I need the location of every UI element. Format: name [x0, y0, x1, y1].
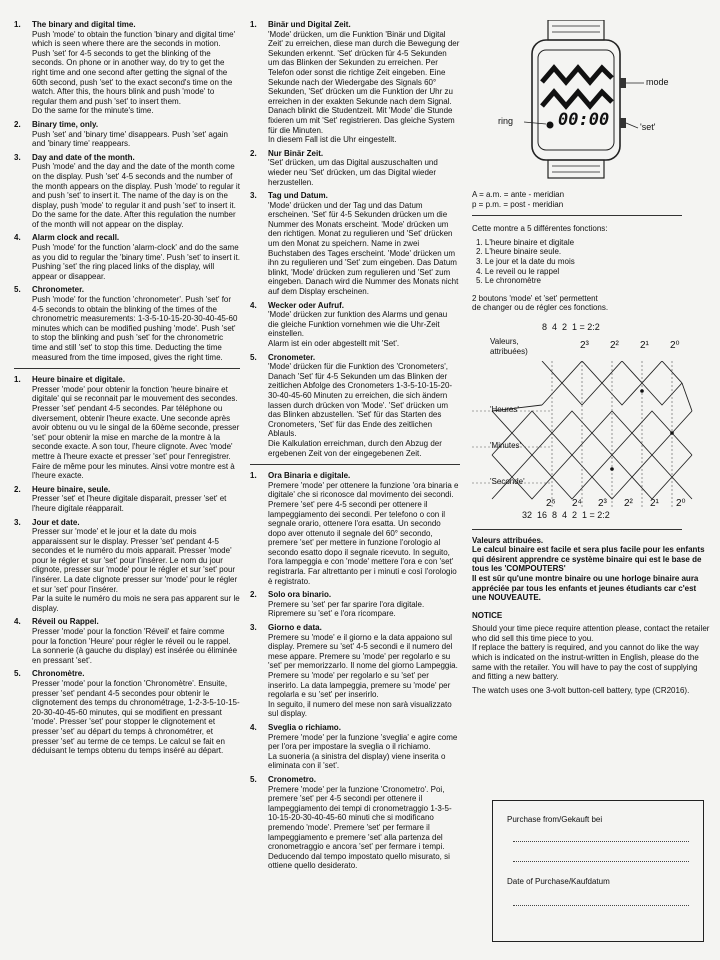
- section-title: Chronomètre.: [32, 669, 85, 679]
- section-body: [268, 723, 460, 771]
- valeurs-text: Le calcul binaire est facile et sera plus facile pour les enfants qui désirent apprendre ce système binaire qui est le base de tous les 'COMPOUTERS' Il est sûr qu'une montre binaire ou une horloge binaire aura appréciée par tous les enfants et jeunes étudiants car c'est une NOUVEAUTE.: [472, 545, 705, 603]
- section-body: [268, 471, 460, 586]
- english-section: [14, 153, 240, 230]
- top-power: 2⁰: [670, 339, 680, 351]
- section-title: Alarm clock and recall.: [32, 233, 120, 243]
- am-pm-legend: [472, 190, 712, 209]
- section-body: [32, 669, 240, 755]
- italian-sections: [250, 471, 460, 871]
- english-section: [14, 285, 240, 362]
- italian-section: [250, 590, 460, 619]
- section-number: 5.: [250, 352, 257, 362]
- battery-text: The watch uses one 3-volt button-cell battery, type (CR2016).: [472, 685, 690, 695]
- section-title: Sveglia o richiamo.: [268, 722, 341, 732]
- section-number: 1.: [250, 471, 257, 481]
- section-text: Premere 'mode' per ottenere la funzione 'ora binaria e digitale' che si riconosce dal movimento dei secondi. Premere 'set' pere 4-5 secondi per ottenere il lampeggiamento dei secondi. Per telefono o con il segnale orario, ottenere l'ora esatta. Un secondo dopo aver ottenuto il segnale del 60° secondo, premere 'set' per mettere in funzione l'orologio al secondo esatto dopo il segnale ricevuto. In seguito, l'ora lampeggia e con 'mode' mettere l'ora e con 'set' registrarla. Far altrettanto per i minuti e così l'orologio è registrato.: [268, 480, 459, 586]
- buttons-note: 2 boutons 'mode' et 'set' permettent de changer ou de régler ces fonctions.: [472, 293, 609, 313]
- french-intro: [472, 224, 712, 313]
- binary-diagram: [472, 323, 712, 513]
- section-title: Tag und Datum.: [268, 191, 328, 201]
- section-title: Ora Binaria e digitale.: [268, 471, 351, 481]
- english-section: [14, 20, 240, 116]
- section-body: [32, 153, 240, 230]
- section-text: Presser 'set' et l'heure digitale disparait, presser 'set' et l'heure digitale réapparait.: [32, 494, 227, 513]
- valeurs-title: Valeurs attribuées.: [472, 535, 544, 545]
- french-section: [14, 669, 240, 755]
- section-title: Nur Binär Zeit.: [268, 148, 324, 158]
- section-body: [32, 617, 240, 665]
- section-text: Presser 'mode' pour la fonction 'Réveil' et faire comme pour la fonction 'Heure' pour régler le réveil ou le rappel. La sonnerie (à gauche du display) est insérée ou éliminée en pressant 'set'.: [32, 627, 238, 665]
- top-values: 8 4 2 1 = 2:2: [542, 321, 600, 332]
- german-section: [250, 20, 460, 145]
- french-section: [14, 485, 240, 514]
- section-number: 4.: [14, 233, 21, 243]
- section-body: [32, 518, 240, 614]
- top-power: 2¹: [640, 339, 649, 351]
- notice-text: Should your time piece require attention please, contact the retailer who did sell this time piece to you. If replace the battery is required, and you cannot do like the way which is indicated on the instrut-written in English, please do the same with the retailer. You will have to pay the cost of supplying and fitting a new battery.: [472, 624, 710, 682]
- bottom-power: 2⁰: [676, 497, 686, 509]
- section-number: 3.: [14, 517, 21, 527]
- watch-illustration: [472, 20, 712, 180]
- section-text: Premere su 'mode' e il giorno e la data appaiono sul display. Premere su 'set' 4-5 secondi e il numero del mese appare. Premere su 'mode' per regolarlo e su 'set' per memorizzarlo. Il nome del giorno Lampeggia. Premere su 'mode' per regolarlo e su 'set' per inserirlo. La data lampeggia, premere su 'mode' per regolarla e su 'set' per inserirlo. In seguito, il numero del mese non sarà visualizzato sul display.: [268, 632, 458, 719]
- set-label: 'set': [640, 122, 656, 132]
- german-section: [250, 353, 460, 459]
- section-number: 5.: [14, 669, 21, 679]
- purchase-from-label: Purchase from/Gekauft bei: [507, 815, 603, 824]
- german-sections: [250, 20, 460, 458]
- section-text: Presser sur 'mode' et le jour et la date du mois apparaissent sur le display. Presser 'set' pendant 4-5 secondes et le numéro du mois apparait. Presser 'mode' pour le régler et sur 'set' pour l'insérer. Le nom du jour clignote, presser sur 'mode' pour le régler et sur 'set' pour l'insérer. La date clignote presser sur 'mode' pour le régler et sur 'set' pour l'insérer. Par la suite le numéro du mois ne sera pas apparent sur le display.: [32, 527, 240, 613]
- section-text: 'Mode' drücken zur funktion des Alarms und genau die gleiche Funktion vornehmen wie die Uhr-Zeit einstellen. Alarm ist ein oder abgestellt mit 'Set'.: [268, 310, 448, 348]
- section-body: [268, 353, 460, 459]
- mode-button[interactable]: [620, 78, 626, 88]
- section-text: Push 'mode' for the function 'chronometer'. Push 'set' for 4-5 seconds to obtain the blinking of the times of the chronometric measurements: 1-3-5-10-15-20-30-40-45-60 minutes which can be modified pushing 'mode'. Push 'set' to stop the blinking and push 'set' for the chronometric time and still 'set' to stop this time. Deducting the time measured from the time imposed, gives the right time.: [32, 295, 238, 362]
- section-text: Presser 'mode' pour obtenir la fonction 'heure binaire et digitale' qui se reconnait par le mouvement des secondes. Presser 'set' pendant 4-5 secondes. Par téléphone ou diversement, obtenir l'heure exacte. Une seconde après avoir obtenu ou vu le singal de la 60ème seconde, presser 'set' pour obtenir la mise en marche de la montre à la seconde exacte. A son tour, l'heure clignote. Avec 'mode' mettre à l'heure exacte et presser 'set' pour l'enregistrer. Faire de même pour les minutes. Ainsi votre montre est à l'heure exacte.: [32, 384, 240, 481]
- top-power: 2³: [580, 339, 589, 351]
- section-number: 2.: [250, 148, 257, 158]
- section-body: [268, 20, 460, 145]
- purchase-from-line-2[interactable]: [513, 861, 689, 862]
- row-label: 'Seconde': [490, 476, 525, 486]
- section-body: [268, 301, 460, 349]
- column-german-italian: [250, 20, 460, 875]
- diamond-grid: [472, 361, 712, 511]
- bottom-power: 2¹: [650, 497, 659, 509]
- function-item: 2. L'heure binaire seule.: [476, 247, 562, 257]
- section-title: Chronometer.: [32, 285, 85, 295]
- section-title: Day and date of the month.: [32, 152, 135, 162]
- section-number: 3.: [250, 191, 257, 201]
- top-label: Valeurs, attribuées): [490, 336, 528, 356]
- section-title: Heure binaire et digitale.: [32, 375, 125, 385]
- section-number: 4.: [14, 617, 21, 627]
- italian-section: [250, 775, 460, 871]
- pm-line: p = p.m. = post - meridian: [472, 199, 564, 209]
- section-number: 1.: [14, 375, 21, 385]
- section-title: Wecker oder Aufruf.: [268, 300, 345, 310]
- english-section: [14, 120, 240, 149]
- purchase-date-label: Date of Purchase/Kaufdatum: [507, 877, 610, 886]
- bottom-values: 32 16 8 4 2 1 = 2:2: [522, 509, 610, 520]
- italian-section: [250, 623, 460, 719]
- section-body: [268, 775, 460, 871]
- german-section: [250, 191, 460, 297]
- functions-list: [476, 238, 712, 286]
- french-sections: [14, 375, 240, 756]
- german-section: [250, 149, 460, 187]
- section-body: [268, 623, 460, 719]
- function-item: 5. Le chronomètre: [476, 276, 541, 286]
- section-number: 3.: [250, 623, 257, 633]
- section-text: 'Set' drücken, um das Digital auszuschalten und wieder neu 'Set' drücken, um das Digital wieder herzustellen.: [268, 158, 438, 187]
- french-section: [14, 617, 240, 665]
- section-title: The binary and digital time.: [32, 20, 136, 29]
- divider: [14, 368, 240, 369]
- set-button[interactable]: [620, 118, 626, 128]
- german-section: [250, 301, 460, 349]
- section-body: [268, 191, 460, 297]
- section-number: 2.: [250, 590, 257, 600]
- french-section: [14, 518, 240, 614]
- notice-title: NOTICE: [472, 610, 503, 620]
- column-english-french: [14, 20, 240, 760]
- section-text: Premere su 'set' per far sparire l'ora digitale. Ripremere su 'set' e l'ora ricompare.: [268, 599, 425, 619]
- section-title: Cronometro.: [268, 774, 316, 784]
- section-text: Premere 'mode' per la funzione 'sveglia' e agire come per l'ora per impostare la sveglia o il richiamo. La suoneria (a sinistra del display) viene inserita o eliminata con il 'set'.: [268, 732, 458, 771]
- functions-intro: Cette montre a 5 différentes fonctions:: [472, 224, 608, 234]
- row-label: 'Minutes': [490, 440, 522, 450]
- function-item: 3. Le jour et la date du mois: [476, 256, 575, 266]
- purchase-from-line[interactable]: [513, 841, 689, 842]
- bottom-power: 2²: [624, 497, 633, 509]
- section-number: 1.: [250, 20, 257, 29]
- section-text: Premere 'mode' per la funzione 'Cronometro'. Poi, premere 'set' per 4-5 secondi per ottenere il lampeggiamento dei tempi di cronometraggio 1-3-5-10-15-20-30-40-45-60 minuti che si modificano premendo 'mode'. Premere 'set' per fermare il lampeggiamento e premere 'set' alla partenza del cronometraggio e ancora 'set' per fermare i tempi. Deducendo dal tempo impostato quello misurato, si ottiene quello desiderato.: [268, 784, 452, 871]
- column-diagrams-notice: [472, 20, 712, 695]
- section-text: 'Mode' drücken, um die Funktion 'Binär und Digital Zeit' zu erreichen, diese man durch die Bewegung der Sekunden erkennt. 'Set' drücken für 4-5 Sekunden um das Blinken der Sekunden zu erreichen. Per Telefon oder sonst die richtige Zeit eingeben. Eine Sekunde nach der Wiedergabe des Signals 60° Sekunden, 'Set' drücken um die Funktion der Uhr zu erreichen in der exakten Sekunde nach dem Signal. Danach blinkt die Studentzeit. Mit 'Mode' die Stunde fixieren um mit 'Set' registrieren. Das gleiche System für die Minuten. In diesem Fall ist die Uhr eingestellt.: [268, 29, 460, 145]
- section-body: [32, 485, 240, 514]
- section-title: Binär und Digital Zeit.: [268, 20, 351, 29]
- bottom-power: 2⁵: [546, 497, 556, 509]
- purchase-date-line[interactable]: [513, 905, 689, 906]
- ring-icon: [547, 122, 554, 129]
- section-body: [32, 120, 240, 149]
- french-section: [14, 375, 240, 481]
- section-body: [32, 233, 240, 281]
- section-title: Jour et date.: [32, 517, 80, 527]
- section-number: 4.: [250, 722, 257, 732]
- digital-time-readout: 00:00: [558, 110, 610, 130]
- watch-drawing: [472, 20, 712, 180]
- section-title: Réveil ou Rappel.: [32, 617, 99, 627]
- section-number: 1.: [14, 20, 21, 29]
- valeurs-section: [472, 536, 712, 603]
- section-number: 2.: [14, 484, 21, 494]
- notice-section: [472, 611, 712, 696]
- function-item: 4. Le reveil ou le rappel: [476, 266, 560, 276]
- section-text: 'Mode' drücken für die Funktion des 'Cronometers', Danach 'Set' für 4-5 Sekunden um das Blinken der zeitlichen Abfolge des Cronometers 1-3-5-10-15-20-30-40-45-60 Minuten zu erreichen, die sich ändern lassen durch drücken von 'Mode'. 'Set' drücken um das Blinken abzustellen. 'Set' für das Starten des Cronometers, 'Set' für das Ende des zeitlichen Ablauls. Die Kalkulation erreichman, durch den Abzug der ergebenen Zeit von der eingegebenen Zeit.: [268, 362, 453, 458]
- english-sections: [14, 20, 240, 362]
- section-body: [32, 285, 240, 362]
- section-title: Giorno e data.: [268, 623, 322, 633]
- top-power: 2²: [610, 339, 619, 351]
- divider: [472, 529, 682, 530]
- section-title: Binary time, only.: [32, 119, 99, 129]
- section-body: [32, 375, 240, 481]
- section-title: Solo ora binario.: [268, 590, 332, 600]
- english-section: [14, 233, 240, 281]
- bottom-power: 2³: [598, 497, 607, 509]
- section-text: Push 'mode' and the day and the date of the month come on the display. Push 'set' 4-5 seconds and the number of the month appears on the display. Push 'mode' to regular it and push 'set' to insert it. The name of the day is on the display, push 'mode' to regular it and push 'set' to insert it. Do the same for the date. After this regulation the number of the month will not appear on the display.: [32, 162, 240, 229]
- purchase-box: [492, 800, 704, 942]
- section-text: 'Mode' drücken und der Tag und das Datum erscheinen. 'Set' für 4-5 Sekunden drücken um die Nummer des Monats erscheint. 'Mode' drücken um den richtigen. Monat zu regulieren und 'Set' drücken um den Monat zu speichern. Name in zwei Buchstaben des Tages erscheint. 'Mode' drücken um ihn zu regulieren und 'Set' zum eingeben. Das Datum blinkt, 'Mode' drücken zum regulieren und 'Set' zum eingeben. Danach wird die Nummer des Monats nicht auf dem Display erscheinen.: [268, 200, 459, 297]
- bottom-power: 2⁴: [572, 497, 582, 509]
- section-body: [32, 20, 240, 116]
- section-number: 4.: [250, 300, 257, 310]
- section-text: Push 'mode' for the function 'alarm-clock' and do the same as you did to regular the 'binary time'. Push 'set' to insert it. Pushing 'set' the ring placed links of the display, will appear or disappear.: [32, 243, 240, 281]
- section-text: Push 'mode' to obtain the function 'binary and digital time' which is seen where there are the seconds in motion. Push 'set' for 4-5 seconds to get the blinking of the seconds. On phone or in another way, do try to get the right time and one second after getting the signal of the 60th second, push 'set' to the exact second's time on the watch. After this, the hours blink and push 'mode' to regular them and push 'set' to insert them. Do the same for the minute's time.: [32, 29, 236, 116]
- section-title: Cronometer.: [268, 352, 316, 362]
- section-text: Push 'set' and 'binary time' disappears. Push 'set' again and 'binary time' reappears.: [32, 129, 228, 149]
- italian-section: [250, 471, 460, 586]
- section-number: 5.: [250, 774, 257, 784]
- section-title: Heure binaire, seule.: [32, 484, 111, 494]
- mode-label: mode: [646, 77, 669, 87]
- ring-label: ring: [498, 116, 514, 126]
- section-text: Presser 'mode' pour la fonction 'Chronomètre'. Ensuite, presser 'set' pendant 4-5 secondes pour obtenir le clignotement des temps du chronométrage, 1-2-3-5-10-15-20-30-40-45-60 minutes, qui se modifient en pressant 'mode'. Presser 'set' pour stopper le clignotement et presser 'set' au départ du temps à chronométrer, et presser 'set' au terme de ce temps. Le calcul se fait en déduisant le temps obtenu du temps inséré au départ.: [32, 679, 240, 756]
- section-body: [268, 590, 460, 619]
- divider: [472, 215, 682, 216]
- section-body: [268, 149, 460, 187]
- row-label: 'Heures': [490, 404, 519, 414]
- function-item: 1. L'heure binaire et digitale: [476, 237, 575, 247]
- section-number: 2.: [14, 119, 21, 129]
- italian-section: [250, 723, 460, 771]
- am-line: A = a.m. = ante - meridian: [472, 190, 565, 199]
- divider: [250, 464, 460, 465]
- section-number: 3.: [14, 152, 21, 162]
- section-number: 5.: [14, 285, 21, 295]
